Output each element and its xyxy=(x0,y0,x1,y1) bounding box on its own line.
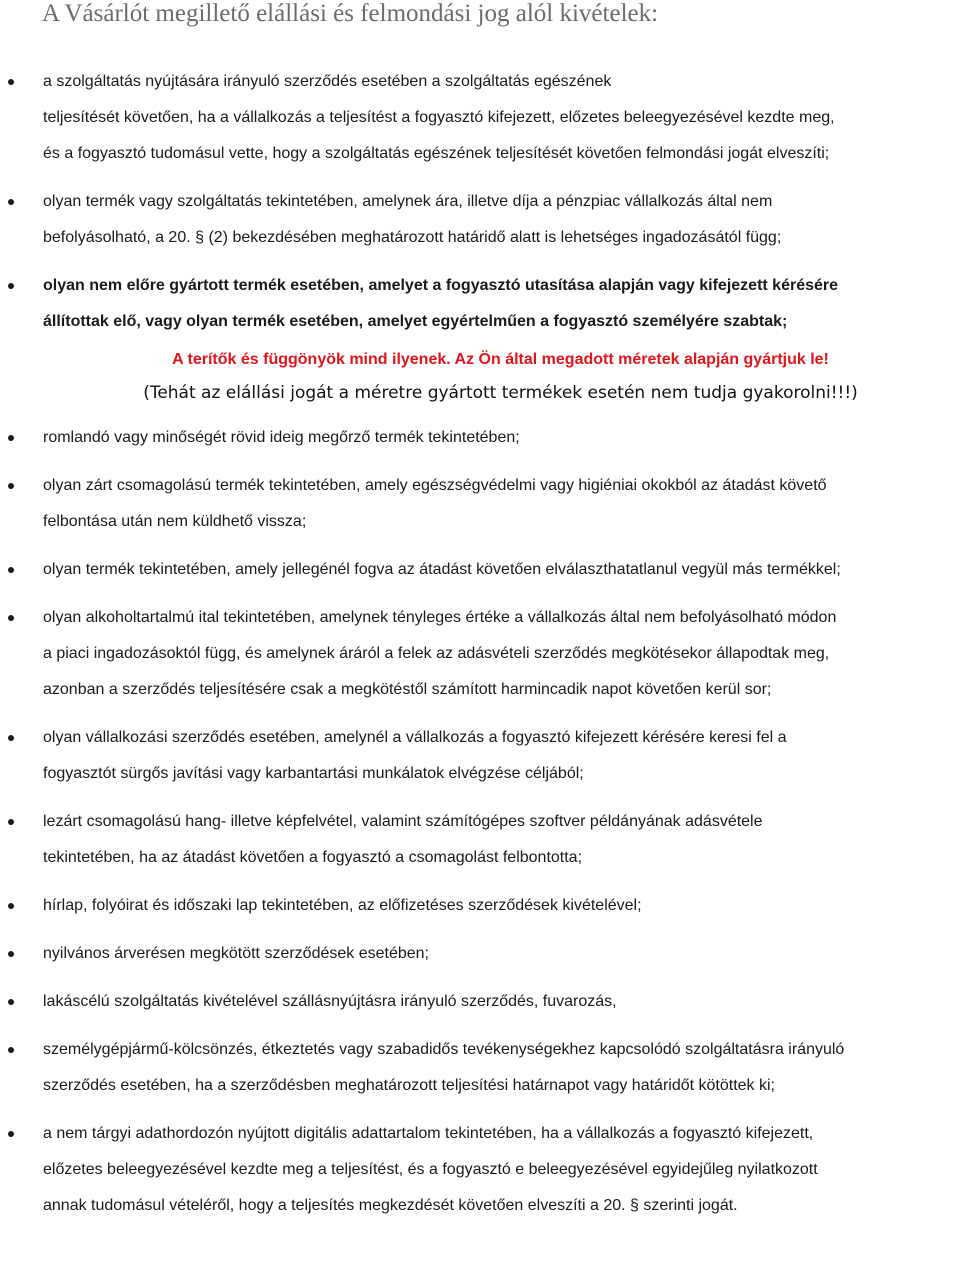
note-remark: (Tehát az elállási jogát a méretre gyártott termékek esetén nem tudja gyakorolni!!!) xyxy=(143,383,858,403)
list-item-line: a piaci ingadozásoktól függ, és amelynek áráról a felek az adásvételi szerződés megkötésekor állapodtak meg, xyxy=(43,645,830,662)
list-item-line: fogyasztót sürgős javítási vagy karbantartási munkálatok elvégzése céljából; xyxy=(43,765,584,782)
bullet-icon xyxy=(8,615,14,621)
list-item xyxy=(0,64,960,172)
list-item-line: felbontása után nem küldhető vissza; xyxy=(43,513,307,530)
list-item-line: lezárt csomagolású hang- illetve képfelvétel, valamint számítógépes szoftver példányának adásvétele xyxy=(43,813,763,830)
list-item xyxy=(0,888,960,924)
bullet-icon xyxy=(8,79,14,85)
list-item-line: annak tudomásul vételéről, hogy a teljesítés megkezdését követően elveszíti a 20. § szerinti jogát. xyxy=(43,1197,738,1214)
list-item-line: azonban a szerződés teljesítésére csak a megkötéstől számított harmincadik napot követően kerül sor; xyxy=(43,681,772,698)
list-item-line: lakáscélú szolgáltatás kivételével szállásnyújtásra irányuló szerződés, fuvarozás, xyxy=(43,993,617,1010)
list-item xyxy=(0,468,960,540)
list-item-line: hírlap, folyóirat és időszaki lap tekintetében, az előfizetéses szerződések kivételével; xyxy=(43,897,642,914)
list-item xyxy=(0,268,960,408)
list-item-line: és a fogyasztó tudomásul vette, hogy a szolgáltatás egészének teljesítését követően felmondási jogát elveszíti; xyxy=(43,145,830,162)
exceptions-list xyxy=(0,64,960,1224)
list-item-line: személygépjármű-kölcsönzés, étkeztetés vagy szabadidős tevékenységekhez kapcsolódó szolgáltatásra irányuló xyxy=(43,1041,845,1058)
bullet-icon xyxy=(8,567,14,573)
list-item-line: olyan alkoholtartalmú ital tekintetében, amelynek tényleges értéke a vállalkozás által nem befolyásolható módon xyxy=(43,609,837,626)
list-item-line: a szolgáltatás nyújtására irányuló szerződés esetében a szolgáltatás egészének xyxy=(43,73,612,90)
list-item-line: romlandó vagy minőségét rövid ideig megőrző termék tekintetében; xyxy=(43,429,520,446)
list-item xyxy=(0,600,960,708)
bullet-icon xyxy=(8,903,14,909)
note-highlight: A terítők és függönyök mind ilyenek. Az Ön által megadott méretek alapján gyártjuk le! xyxy=(172,351,829,368)
list-item-line: olyan termék tekintetében, amely jellegénél fogva az átadást követően elválaszthatatlanul vegyül más termékkel; xyxy=(43,561,841,578)
bullet-icon xyxy=(8,999,14,1005)
list-item xyxy=(0,984,960,1020)
list-item-line: nyilvános árverésen megkötött szerződések esetében; xyxy=(43,945,429,962)
list-item-line: teljesítését követően, ha a vállalkozás a teljesítést a fogyasztó kifejezett, előzetes beleegyezésével kezdte meg, xyxy=(43,109,835,126)
list-item xyxy=(0,1032,960,1104)
custom-made-note xyxy=(43,342,958,408)
bullet-icon xyxy=(8,819,14,825)
bullet-icon xyxy=(8,1131,14,1137)
page-title: A Vásárlót megillető elállási és felmondási jog alól kivételek: xyxy=(42,0,659,27)
list-item xyxy=(0,184,960,256)
bullet-icon xyxy=(8,951,14,957)
list-item-line: előzetes beleegyezésével kezdte meg a teljesítést, és a fogyasztó e beleegyezésével egyidejűleg nyilatkozott xyxy=(43,1161,818,1178)
bullet-icon xyxy=(8,483,14,489)
bullet-icon xyxy=(8,1047,14,1053)
bullet-icon xyxy=(8,735,14,741)
bullet-icon xyxy=(8,283,14,289)
list-item-line: olyan termék vagy szolgáltatás tekintetében, amelynek ára, illetve díja a pénzpiac vállalkozás által nem xyxy=(43,193,773,210)
list-item-line: olyan zárt csomagolású termék tekintetében, amely egészségvédelmi vagy higiéniai okokból az átadást követő xyxy=(43,477,827,494)
list-item xyxy=(0,552,960,588)
list-item xyxy=(0,936,960,972)
list-item-line: a nem tárgyi adathordozón nyújtott digitális adattartalom tekintetében, ha a vállalkozás a fogyasztó kifejezett, xyxy=(43,1125,814,1142)
list-item xyxy=(0,804,960,876)
list-item-line: olyan nem előre gyártott termék esetében, amelyet a fogyasztó utasítása alapján vagy kifejezett kérésére xyxy=(43,277,839,294)
list-item xyxy=(0,720,960,792)
list-item xyxy=(0,420,960,456)
bullet-icon xyxy=(8,435,14,441)
list-item xyxy=(0,1116,960,1224)
list-item-line: olyan vállalkozási szerződés esetében, amelynél a vállalkozás a fogyasztó kifejezett kérésére keresi fel a xyxy=(43,729,787,746)
bullet-icon xyxy=(8,199,14,205)
list-item-line: befolyásolható, a 20. § (2) bekezdésében meghatározott határidő alatt is lehetséges ingadozásától függ; xyxy=(43,229,782,246)
list-item-line: állítottak elő, vagy olyan termék esetében, amelyet egyértelműen a fogyasztó személyére szabtak; xyxy=(43,313,788,330)
list-item-line: szerződés esetében, ha a szerződésben meghatározott teljesítési határnapot vagy határidőt kötöttek ki; xyxy=(43,1077,775,1094)
list-item-line: tekintetében, ha az átadást követően a fogyasztó a csomagolást felbontotta; xyxy=(43,849,583,866)
